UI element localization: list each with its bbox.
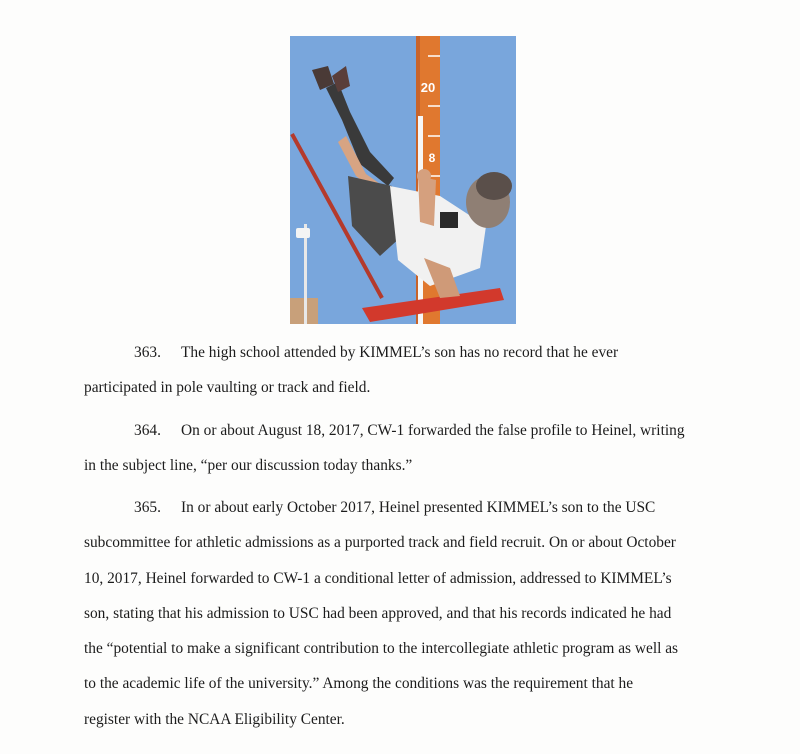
paragraph-number: 363. [134, 344, 161, 361]
light-pole [304, 224, 307, 324]
paragraph-line: 363. The high school attended by KIMMEL’s son has no record that he ever [84, 335, 724, 370]
paragraph-363 [84, 335, 724, 406]
paragraph-line: subcommittee for athletic admissions as a purported track and field recruit. On or about October [84, 534, 676, 552]
paragraph-364 [84, 413, 724, 484]
paragraph-line: the “potential to make a significant contribution to the intercollegiate athletic program as well as [84, 640, 679, 658]
paragraph-line: participated in pole vaulting or track and field. [84, 379, 371, 397]
paragraph-line: 364. On or about August 18, 2017, CW-1 forwarded the false profile to Heinel, writing [84, 413, 724, 448]
paragraph-line: 10, 2017, Heinel forwarded to CW-1 a conditional letter of admission, addressed to KIMMEL’s [84, 569, 672, 587]
paragraph-365 [84, 490, 724, 737]
pole-number-20: 20 [420, 80, 436, 95]
paragraph-line: 365. In or about early October 2017, Heinel presented KIMMEL’s son to the USC [84, 490, 724, 525]
paragraph-line: in the subject line, “per our discussion today thanks.” [84, 457, 413, 475]
paragraph-number: 364. [134, 422, 161, 439]
paragraph-number: 365. [134, 499, 161, 516]
paragraph-line: son, stating that his admission to USC had been approved, and that his records indicated he had [84, 604, 672, 622]
pole-number-8: 8 [428, 151, 436, 165]
athlete-arm-upper [418, 176, 436, 226]
paragraph-line: to the academic life of the university.” Among the conditions was the requirement that he [84, 675, 634, 693]
photo-illustration [290, 36, 516, 324]
paragraph-line: register with the NCAA Eligibility Center. [84, 710, 345, 728]
camera-fixture [296, 228, 310, 238]
pole-vaulter-photo [290, 36, 516, 324]
